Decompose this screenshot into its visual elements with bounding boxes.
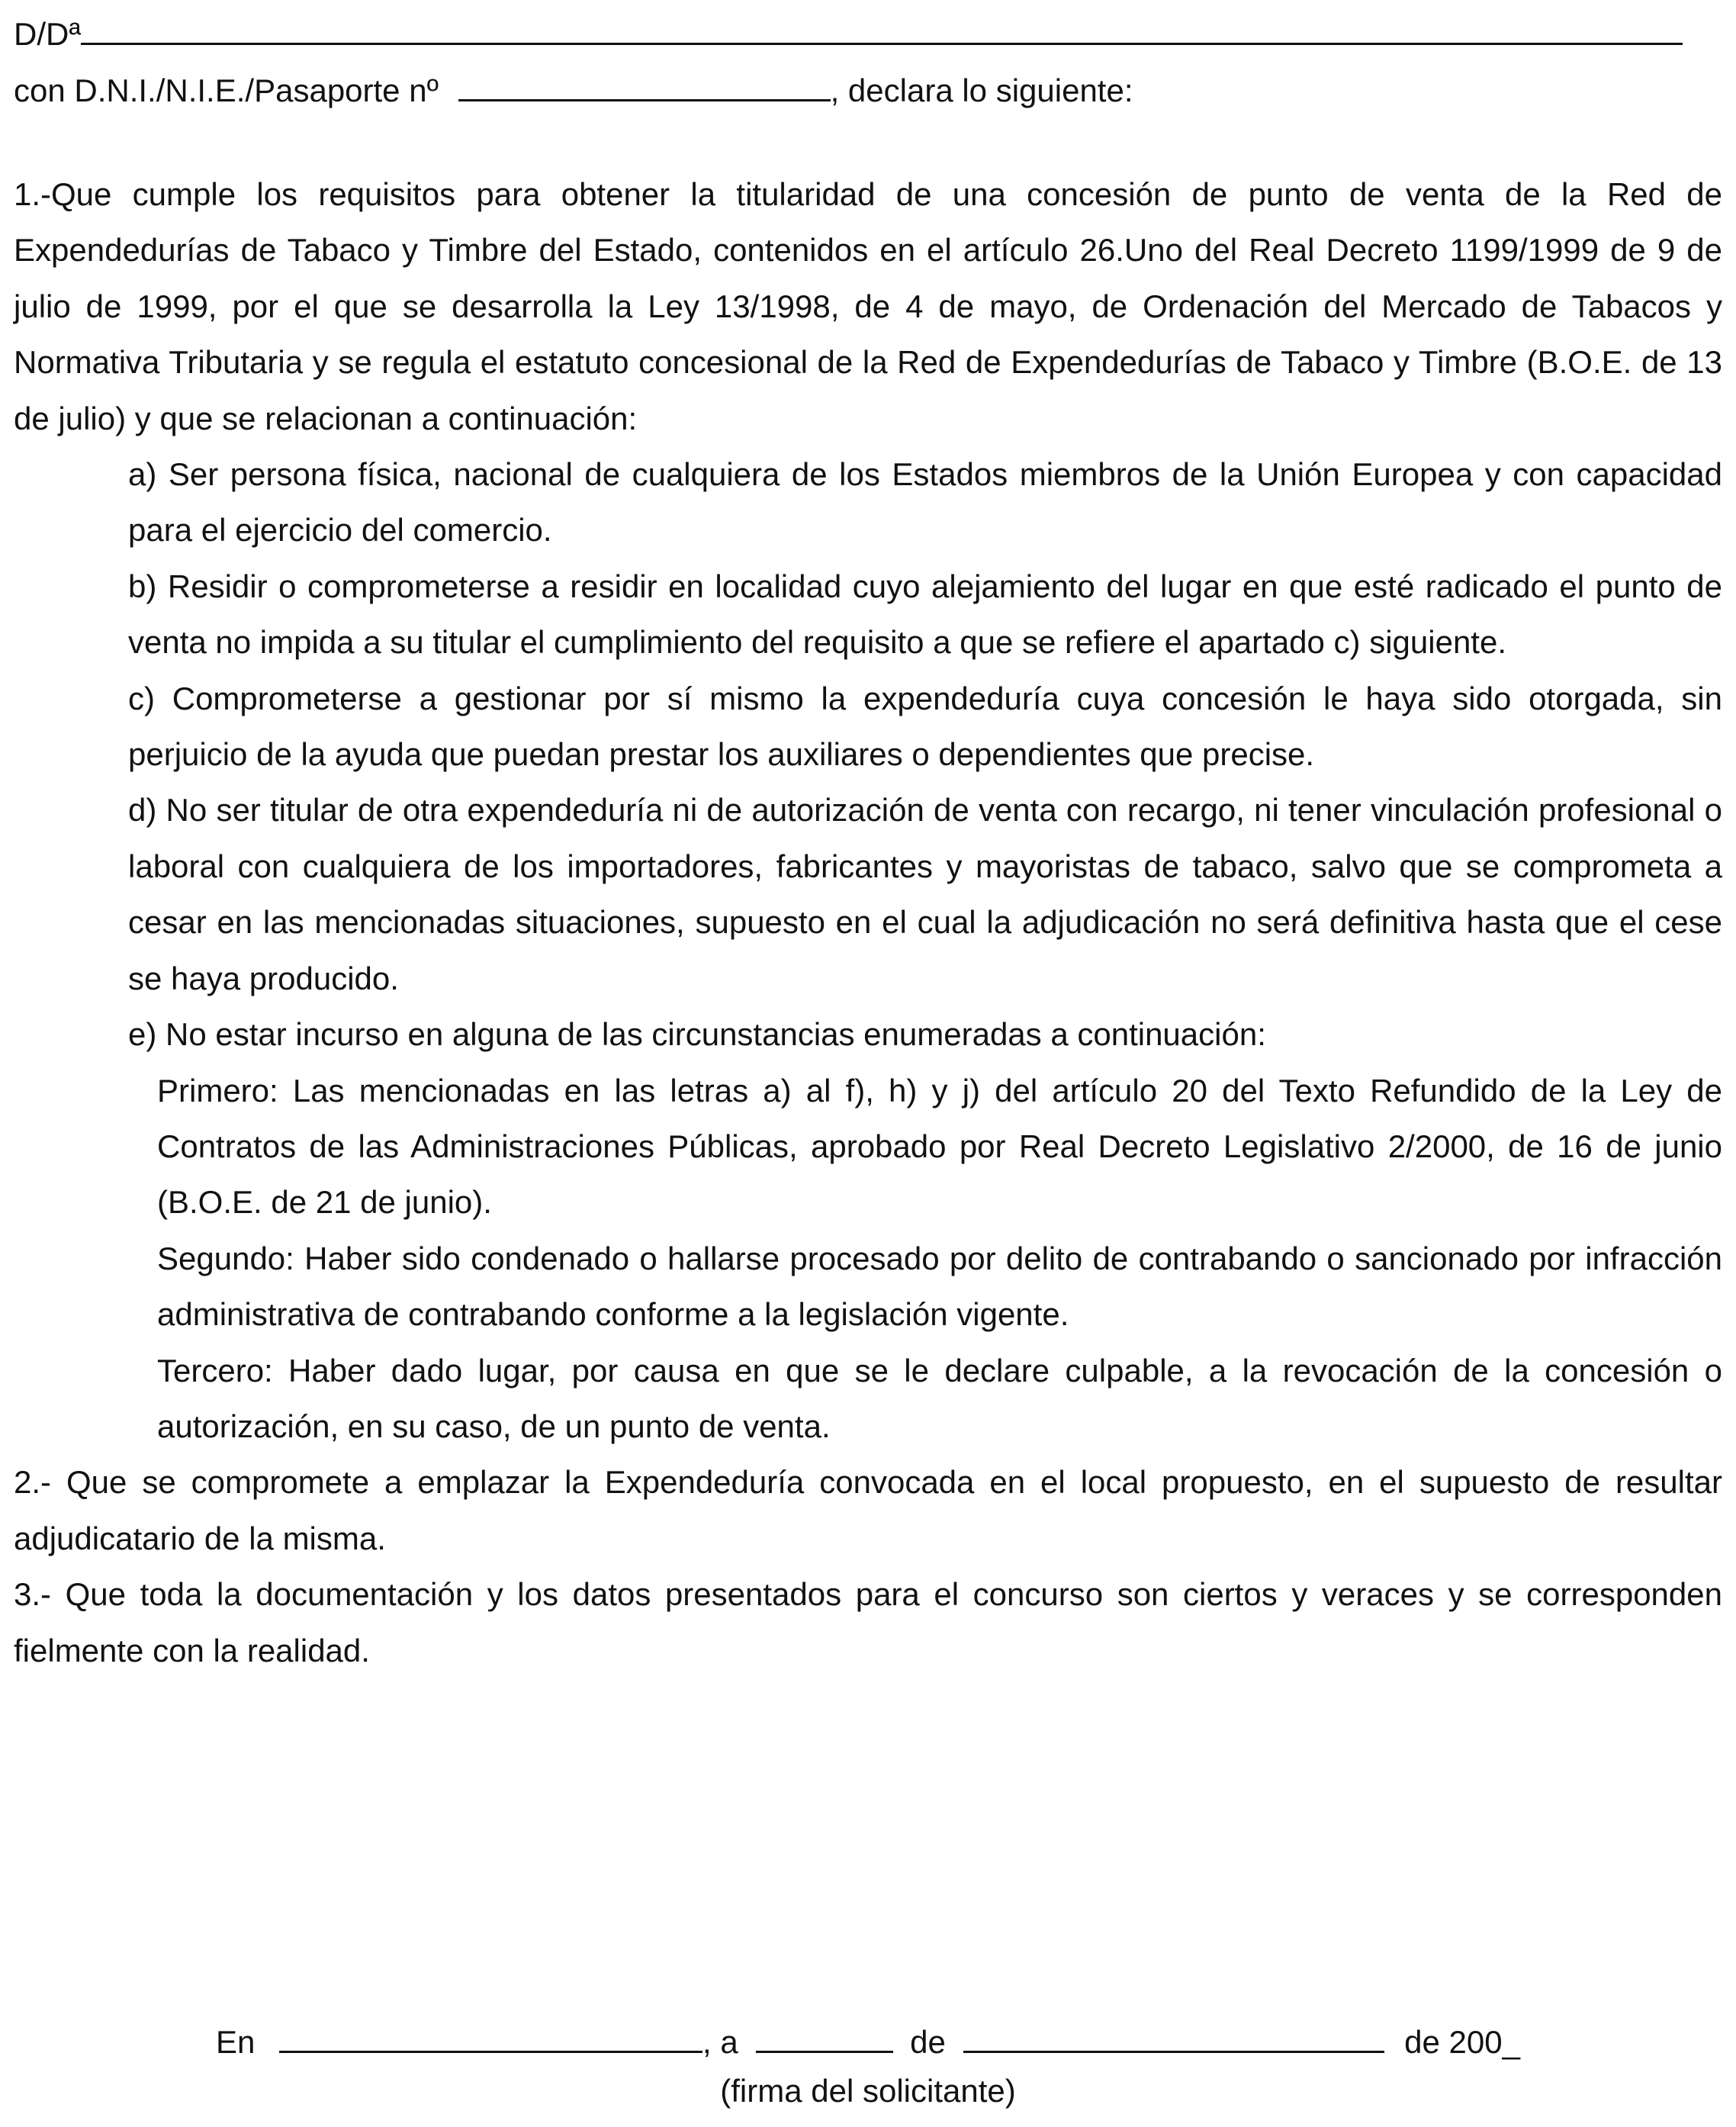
year-prefix: de 200_	[1404, 2024, 1520, 2060]
name-row	[14, 6, 1722, 53]
requirement-e-primero: Primero: Las mencionadas en las letras a) al f), h) y j) del artículo 20 del Texto Refundido de la Ley de Contratos de las Administraciones Públicas, aprobado por Real Decreto Legislativo 2/2000, de 16 de junio (B.O.E. de 21 de junio).	[157, 1072, 1722, 1221]
declaration-body	[14, 166, 1722, 1678]
requirement-a: a) Ser persona física, nacional de cualquiera de los Estados miembros de la Unión Europea y con capacidad para el ejercicio del comercio.	[128, 456, 1722, 549]
requirement-c: c) Comprometerse a gestionar por sí mismo la expendeduría cuya concesión le haya sido otorgada, sin perjuicio de la ayuda que puedan prestar los auxiliares o dependientes que precise.	[128, 680, 1722, 773]
requirement-e-segundo: Segundo: Haber sido condenado o hallarse procesado por delito de contrabando o sancionado por infracción administrativa de contrabando conforme a la legislación vigente.	[157, 1240, 1722, 1333]
requirement-b: b) Residir o comprometerse a residir en localidad cuyo alejamiento del lugar en que esté radicado el punto de venta no impida a su titular el cumplimiento del requisito a que se refiere el apartado c) siguiente.	[128, 568, 1722, 661]
place-date-row	[14, 2014, 1722, 2061]
month-blank[interactable]	[963, 2014, 1384, 2053]
item-2: 2.- Que se compromete a emplazar la Expendeduría convocada en el local propuesto, en el supuesto de resultar adjudicatario de la misma.	[14, 1464, 1722, 1556]
place-prefix: En	[216, 2024, 256, 2060]
day-prefix: , a	[702, 2024, 738, 2060]
id-suffix: , declara lo siguiente:	[830, 72, 1133, 108]
day-blank[interactable]	[756, 2014, 893, 2053]
name-blank[interactable]	[81, 6, 1683, 45]
item-1: 1.-Que cumple los requisitos para obtener la titularidad de una concesión de punto de venta de la Red de Expendedurías de Tabaco y Timbre del Estado, contenidos en el artículo 26.Uno del Real Decreto 1199/1999 de 9 de julio de 1999, por el que se desarrolla la Ley 13/1998, de 4 de mayo, de Ordenación del Mercado de Tabacos y Normativa Tributaria y se regula el estatuto concesional de la Red de Expendedurías de Tabaco y Timbre (B.O.E. de 13 de julio) y que se relacionan a continuación:	[14, 176, 1722, 436]
name-prefix: D/Dª	[14, 16, 81, 52]
month-prefix: de	[910, 2024, 946, 2060]
place-blank[interactable]	[279, 2014, 702, 2053]
item-3: 3.- Que toda la documentación y los datos presentados para el concurso son ciertos y veraces y se corresponden fielmente con la realidad.	[14, 1576, 1722, 1668]
id-row	[14, 63, 1722, 109]
id-number-blank[interactable]	[458, 63, 831, 101]
requirement-e-tercero: Tercero: Haber dado lugar, por causa en que se le declare culpable, a la revocación de la concesión o autorización, en su caso, de un punto de venta.	[157, 1352, 1722, 1444]
id-prefix: con D.N.I./N.I.E./Pasaporte nº	[14, 72, 439, 108]
requirement-d: d) No ser titular de otra expendeduría ni de autorización de venta con recargo, ni tener vinculación profesional o laboral con cualquiera de los importadores, fabricantes y mayoristas de tabaco, salvo que se comprometa a cesar en las mencionadas situaciones, supuesto en el cual la adjudicación no será definitiva hasta que el cese se haya producido.	[128, 792, 1722, 996]
requirement-e: e) No estar incurso en alguna de las circunstancias enumeradas a continuación:	[128, 1016, 1266, 1053]
signature-caption: (firma del solicitante)	[720, 2073, 1016, 2109]
